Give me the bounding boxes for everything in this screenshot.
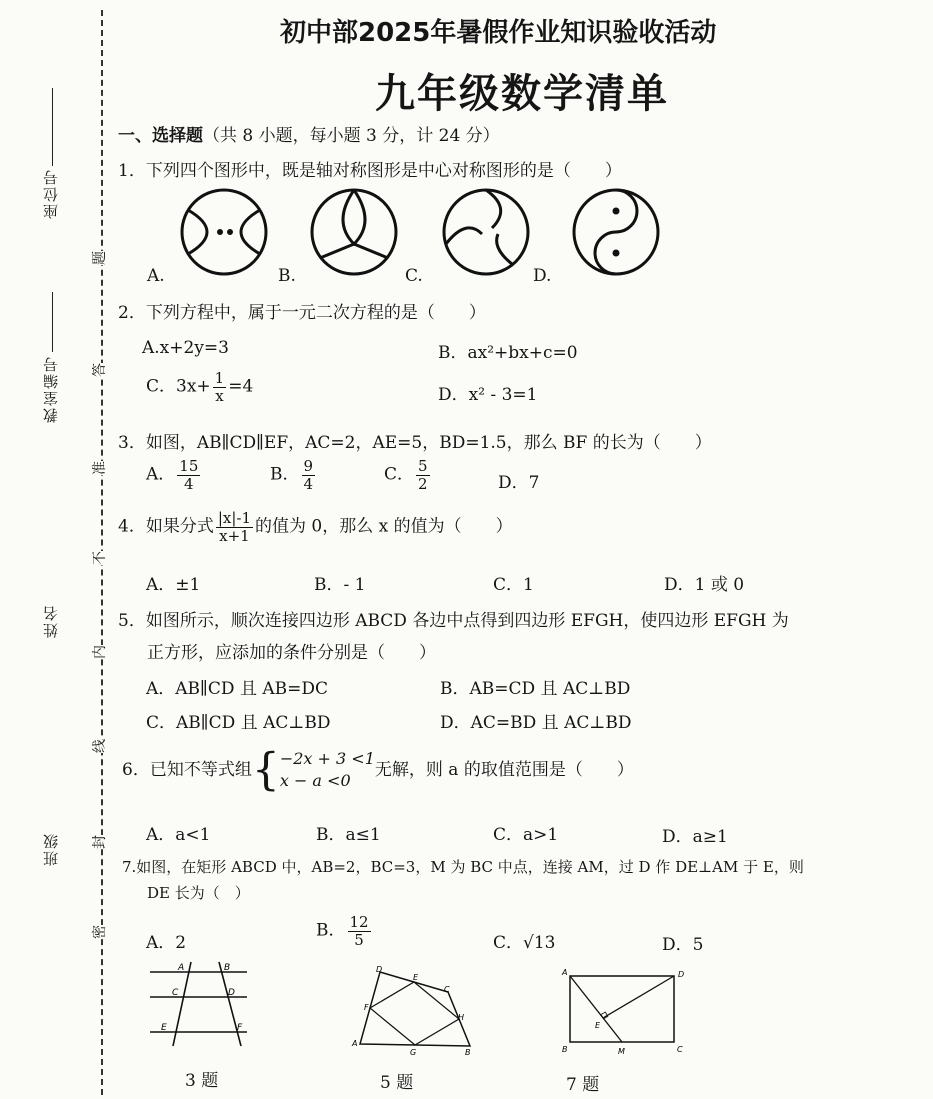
q3-a-num: 15 <box>179 457 199 475</box>
question-2-option-c[interactable] <box>146 370 253 404</box>
q4-fraction <box>216 510 253 544</box>
question-1-figures <box>180 188 680 278</box>
question-1-option-d[interactable]: D. <box>533 266 552 286</box>
q4-stem-post: 的值为 0，那么 x 的值为（ ） <box>255 516 513 537</box>
question-4-option-c[interactable]: C．1 <box>493 575 534 595</box>
question-3-stem: 3．如图，AB∥CD∥EF，AC=2，AE=5，BD=1.5，那么 BF 的长为（ ） <box>118 433 712 453</box>
question-5-option-d[interactable]: D．AC=BD 且 AC⊥BD <box>440 713 632 733</box>
fig7-label-a: A <box>562 968 568 977</box>
question-1-option-b[interactable]: B. <box>278 266 296 286</box>
q3-c-num: 5 <box>418 457 428 475</box>
q4-num: |x|-1 <box>217 509 252 527</box>
q3-c-label: C． <box>384 464 415 485</box>
question-2-stem: 2．下列方程中，属于一元二次方程的是（ ） <box>118 303 486 323</box>
question-3-option-c[interactable] <box>384 458 432 492</box>
question-4-option-d[interactable]: D．1 或 0 <box>664 575 745 595</box>
q2-c-num: 1 <box>214 369 225 387</box>
figure-3-caption: 3 题 <box>185 1071 219 1091</box>
question-3-option-d[interactable]: D．7 <box>498 473 540 493</box>
figure-5 <box>350 964 480 1059</box>
section-title <box>118 121 500 146</box>
header-title: 初中部2025年暑假作业知识验收活动 <box>280 18 717 48</box>
fig5-label-c: C <box>444 985 450 994</box>
seal-char-4: 不 <box>87 551 111 565</box>
fig5-label-g: G <box>410 1048 417 1057</box>
class-label: 班级 <box>42 832 60 866</box>
question-2-option-a[interactable]: A.x+2y=3 <box>142 338 229 358</box>
fig7-label-m: M <box>618 1047 625 1056</box>
question-3-option-a[interactable] <box>146 458 202 492</box>
q3-c-den: 2 <box>418 474 428 493</box>
figure-b-trefoil <box>312 190 396 274</box>
q3-b-num: 9 <box>303 457 314 475</box>
q6-system <box>280 748 375 793</box>
question-4-option-b[interactable]: B．- 1 <box>314 575 366 595</box>
q6-brace: { <box>251 744 280 796</box>
question-1-option-c[interactable]: C. <box>405 266 423 286</box>
question-3-option-b[interactable] <box>270 458 317 492</box>
question-2-option-b[interactable]: B．ax²+bx+c=0 <box>438 343 578 363</box>
question-2-option-d[interactable]: D．x² - 3=1 <box>438 385 538 405</box>
question-1-stem: 1．下列四个图形中，既是轴对称图形是中心对称图形的是（ ） <box>118 161 622 181</box>
q7-b-den: 5 <box>354 930 364 949</box>
figure-d-yinyang <box>574 190 658 274</box>
figure-a-fish <box>182 190 266 274</box>
question-7-stem-line2: DE 长为（ ） <box>147 884 250 902</box>
question-5-option-c[interactable]: C．AB∥CD 且 AC⊥BD <box>146 713 331 733</box>
classroom-number-blank[interactable] <box>52 292 53 352</box>
figure-3 <box>145 960 255 1050</box>
q7-b-fraction <box>348 914 371 948</box>
seal-char-1: 题 <box>87 251 111 265</box>
header-subtitle: 九年级数学清单 <box>375 71 669 117</box>
question-1-option-a[interactable]: A. <box>147 266 165 286</box>
q3-c-fraction <box>416 458 430 492</box>
fig7-label-b: B <box>562 1045 568 1054</box>
q2-c-fraction <box>213 370 227 404</box>
q6-ineq2: x − a <0 <box>279 771 351 791</box>
figure-7-caption: 7 题 <box>566 1075 600 1095</box>
q6-ineq1: −2x + 3 <1 <box>279 749 375 768</box>
question-7-option-b[interactable] <box>316 914 373 948</box>
q2-c-den: x <box>215 386 224 405</box>
name-label: 姓名 <box>42 604 60 638</box>
fig3-label-b: B <box>224 963 231 973</box>
q2-c-pre: C．3x+ <box>146 376 211 397</box>
q3-b-fraction <box>302 458 316 492</box>
question-6-option-c[interactable]: C．a>1 <box>493 825 559 845</box>
fig7-label-c: C <box>677 1045 683 1054</box>
seal-char-6: 线 <box>87 739 111 753</box>
q4-stem-pre: 4．如果分式 <box>118 516 214 537</box>
q7-b-label: B． <box>316 920 346 941</box>
seal-char-2: 答 <box>87 363 111 377</box>
question-6-stem <box>122 744 634 796</box>
question-6-option-a[interactable]: A．a<1 <box>146 825 211 845</box>
seal-char-8: 密 <box>87 925 111 939</box>
q3-a-label: A． <box>146 464 176 485</box>
q3-b-label: B． <box>270 464 300 485</box>
fig5-label-f: F <box>364 1003 369 1012</box>
question-6-option-d[interactable]: D．a≥1 <box>662 827 728 847</box>
question-7-stem-line1: 7.如图，在矩形 ABCD 中，AB=2，BC=3，M 为 BC 中点，连接 AM，过 D 作 DE⊥AM 于 E，则 <box>122 858 804 876</box>
section-title-text: 一、选择题 <box>118 126 203 146</box>
question-6-option-b[interactable]: B．a≤1 <box>316 825 381 845</box>
seal-char-7: 封 <box>87 835 111 849</box>
q7-b-num: 12 <box>349 913 369 931</box>
fig7-label-d: D <box>678 970 685 979</box>
q3-a-den: 4 <box>184 474 194 493</box>
question-4-option-a[interactable]: A．±1 <box>146 575 201 595</box>
seal-char-3: 准 <box>87 461 111 475</box>
fig5-label-e: E <box>413 973 419 982</box>
question-5-option-b[interactable]: B．AB=CD 且 AC⊥BD <box>440 679 631 699</box>
q4-den: x+1 <box>219 526 250 545</box>
question-5-stem-line2: 正方形，应添加的条件分别是（ ） <box>147 643 436 663</box>
figure-5-caption: 5 题 <box>380 1073 414 1093</box>
fig5-label-b: B <box>465 1048 471 1057</box>
figure-c-swirl <box>444 190 528 274</box>
fig3-label-c: C <box>172 988 179 998</box>
q6-stem-post: 无解，则 a 的取值范围是（ ） <box>374 759 634 780</box>
q6-stem-pre: 6．已知不等式组 <box>122 759 252 780</box>
fig3-label-a: A <box>178 963 185 973</box>
question-4-stem <box>118 510 513 544</box>
question-7-option-d[interactable]: D．5 <box>662 935 704 955</box>
q3-a-fraction <box>177 458 200 492</box>
q2-c-post: =4 <box>228 376 254 397</box>
q3-b-den: 4 <box>303 474 314 493</box>
question-7-option-c[interactable]: C．√13 <box>493 933 556 953</box>
figure-7 <box>558 964 693 1059</box>
seal-char-5: 内 <box>87 645 111 659</box>
fig3-label-e: E <box>161 1023 167 1033</box>
question-5-stem-line1: 5．如图所示，顺次连接四边形 ABCD 各边中点得到四边形 EFGH，使四边形 EFGH 为 <box>118 611 789 631</box>
fig7-label-e: E <box>595 1021 601 1030</box>
seat-number-blank[interactable] <box>52 88 53 166</box>
seat-number-label: 座位号 <box>42 168 60 219</box>
question-7-option-a[interactable]: A．2 <box>146 933 187 953</box>
fig3-label-d: D <box>228 988 235 998</box>
question-5-option-a[interactable]: A．AB∥CD 且 AB=DC <box>146 679 328 699</box>
fig3-label-f: F <box>237 1023 243 1033</box>
section-note: （共 8 小题，每小题 3 分，计 24 分） <box>203 126 500 146</box>
fig5-label-d: D <box>376 965 383 974</box>
classroom-number-label: 教室编号 <box>42 355 60 423</box>
fig5-label-h: H <box>458 1013 465 1022</box>
fig5-label-a: A <box>352 1039 358 1048</box>
